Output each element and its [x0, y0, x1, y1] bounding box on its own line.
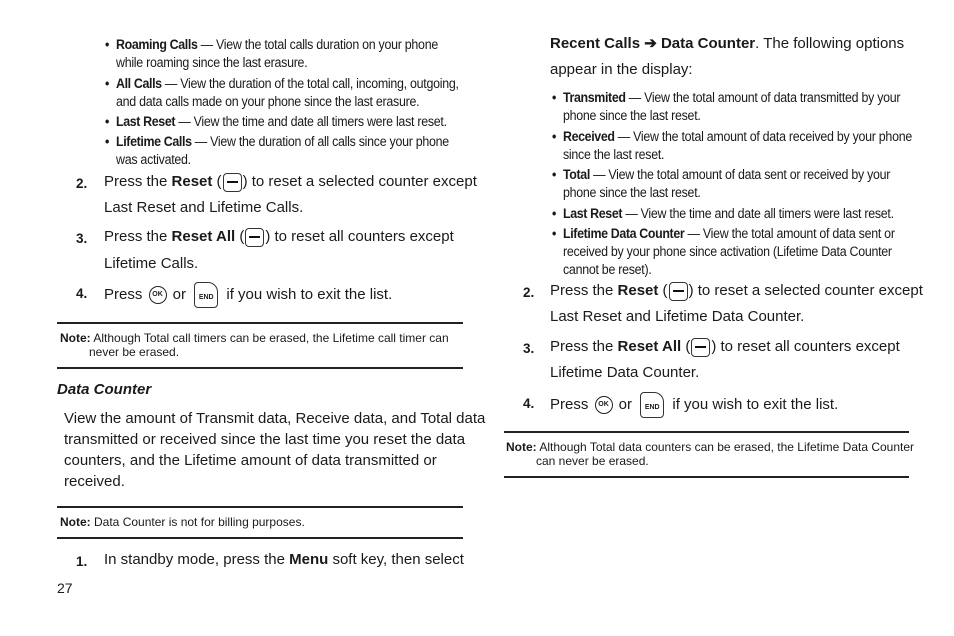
step-2-line1: Press the Reset ( ) to reset a selected counter except	[550, 282, 923, 299]
note-data-counters: Note: Although Total data counters can be erased, the Lifetime Data Counter	[506, 440, 915, 454]
step-3-line1: Press the Reset All ( ) to reset all counters except	[104, 228, 454, 245]
note-billing: Note: Data Counter is not for billing purposes.	[60, 515, 305, 529]
section-heading: Data Counter	[57, 381, 152, 398]
step-number: 1.	[76, 554, 88, 569]
paragraph-line: received.	[64, 473, 125, 490]
note-rule-bottom	[57, 537, 463, 539]
step-number: 3.	[523, 341, 535, 356]
step-number: 2.	[523, 285, 535, 300]
note-rule-bottom	[57, 367, 463, 369]
end-key-icon: END	[194, 282, 218, 308]
step-number: 3.	[76, 231, 88, 246]
step-4-line: Press OK or END if you wish to exit the list.	[550, 392, 838, 418]
intro-line1: Recent Calls ➔ Data Counter. The following options	[550, 35, 905, 52]
note-call-timers-line2: never be erased.	[89, 345, 180, 359]
step-3-line2: Lifetime Calls.	[104, 255, 199, 272]
bullet-transmited: • Transmited — View the total amount of data transmitted by your phone since the last reset.	[551, 90, 901, 123]
step-number: 4.	[523, 396, 535, 411]
note-rule-top	[504, 431, 909, 433]
step-4-line: Press OK or END if you wish to exit the list.	[104, 282, 392, 308]
paragraph-line: View the amount of Transmit data, Receive data, and Total data	[64, 410, 486, 427]
soft-key-icon	[691, 338, 710, 357]
step-1-line: In standby mode, press the Menu soft key, then select	[104, 551, 464, 568]
bullet-total: • Total — View the total amount of data sent or received by your phone since the last reset.	[551, 167, 891, 200]
end-key-icon: END	[640, 392, 664, 418]
step-2-line2: Last Reset and Lifetime Data Counter.	[550, 308, 805, 325]
paragraph-line: transmitted or received since the last time you reset the data	[64, 431, 466, 448]
bullet-all-calls: • All Calls — View the duration of the total call, incoming, outgoing, and data calls made on your phone since the last erasure.	[104, 76, 459, 109]
ok-key-icon: OK	[595, 396, 613, 414]
bullet-last-reset: • Last Reset — View the time and date all timers were last reset.	[551, 206, 894, 221]
soft-key-icon	[245, 228, 264, 247]
step-2-line2: Last Reset and Lifetime Calls.	[104, 199, 304, 216]
bullet-last-reset: • Last Reset — View the time and date all timers were last reset.	[104, 114, 447, 129]
intro-line2: appear in the display:	[550, 61, 693, 78]
paragraph-line: counters, and the Lifetime amount of data transmitted or	[64, 452, 437, 469]
note-rule-top	[57, 506, 463, 508]
bullet-received: • Received — View the total amount of data received by your phone since the last reset.	[551, 129, 912, 162]
step-3-line2: Lifetime Data Counter.	[550, 364, 700, 381]
bullet-roaming-calls: • Roaming Calls — View the total calls duration on your phone while roaming since the last erasure.	[104, 37, 438, 70]
note-rule-bottom	[504, 476, 909, 478]
bullet-lifetime-calls: • Lifetime Calls — View the duration of all calls since your phone was activated.	[104, 134, 449, 167]
step-number: 4.	[76, 286, 88, 301]
note-rule-top	[57, 322, 463, 324]
step-2-line1: Press the Reset ( ) to reset a selected counter except	[104, 173, 477, 190]
bullet-lifetime-data-counter: • Lifetime Data Counter — View the total amount of data sent or received by your phone since activation (Lifetime Data Counter cannot be reset).	[551, 226, 895, 277]
soft-key-icon	[223, 173, 242, 192]
soft-key-icon	[669, 282, 688, 301]
step-number: 2.	[76, 176, 88, 191]
ok-key-icon: OK	[149, 286, 167, 304]
note-call-timers: Note: Although Total call timers can be erased, the Lifetime call timer can	[60, 331, 449, 345]
page-number: 27	[57, 580, 73, 596]
step-3-line1: Press the Reset All ( ) to reset all counters except	[550, 338, 900, 355]
note-data-counters-line2: can never be erased.	[536, 454, 649, 468]
